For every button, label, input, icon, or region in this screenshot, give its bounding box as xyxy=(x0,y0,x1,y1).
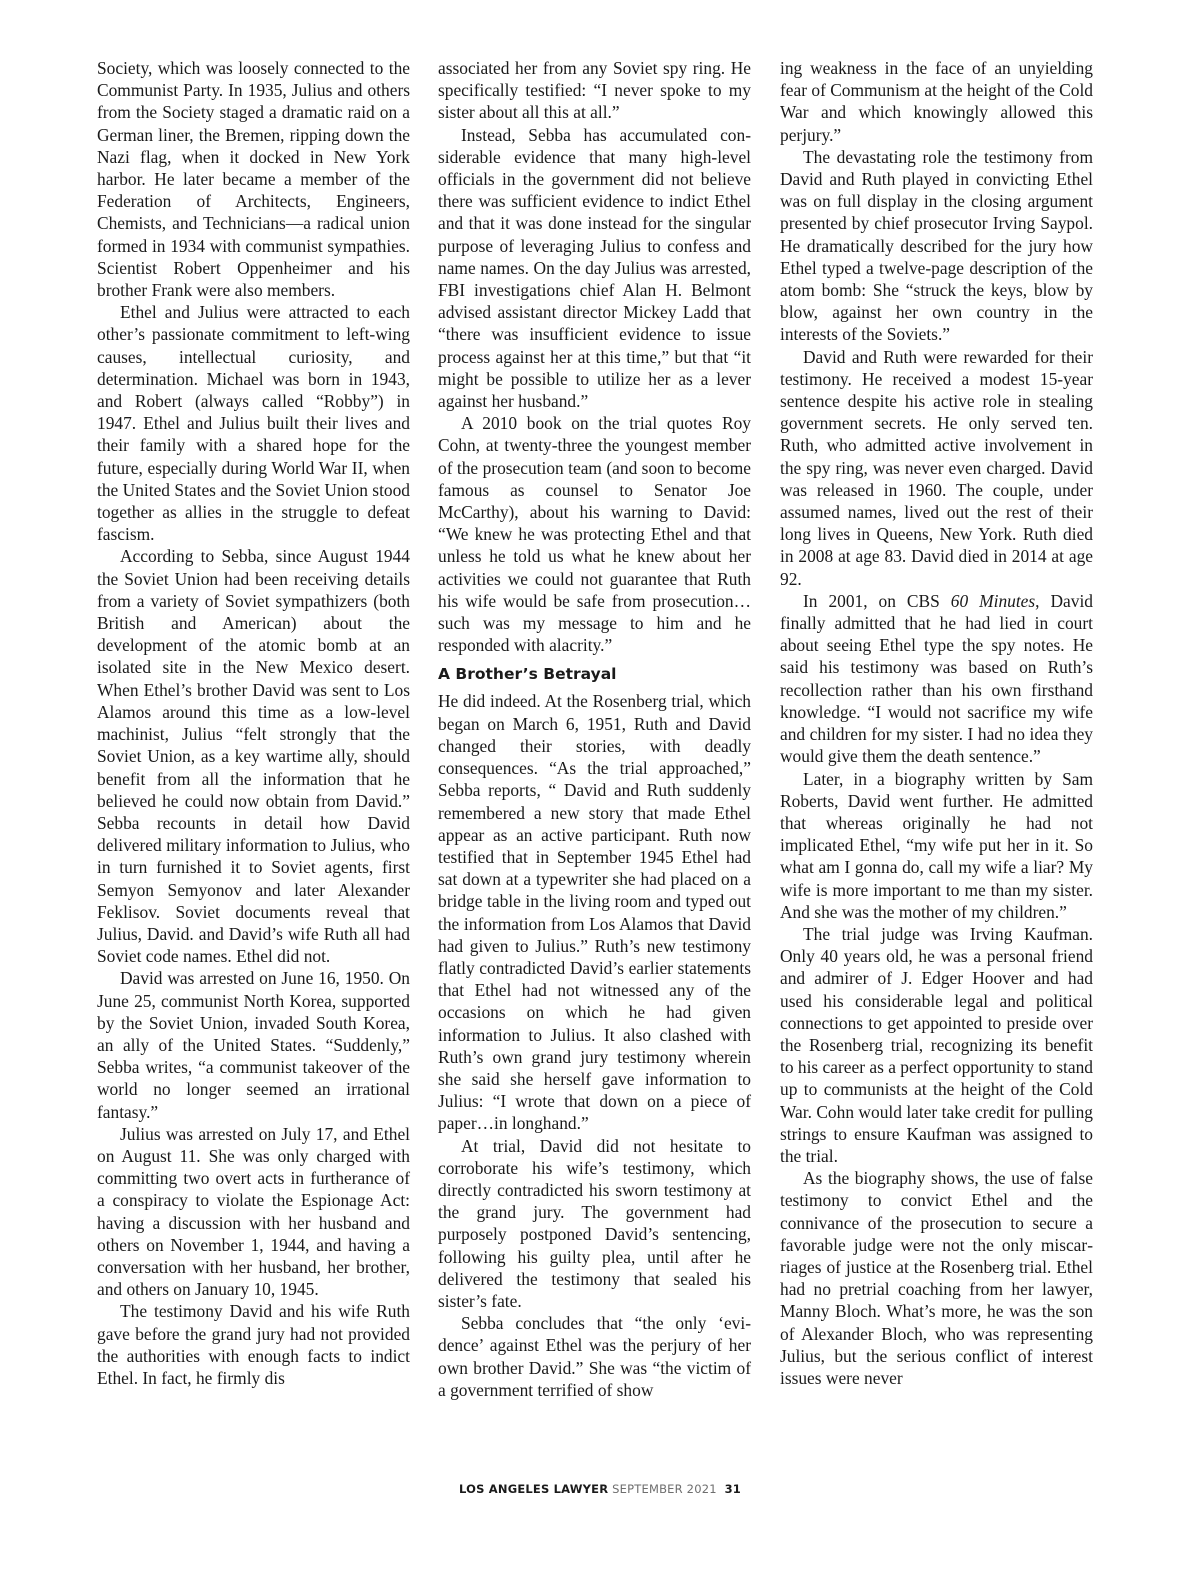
paragraph: At trial, David did not hesitate to corroborate his wife’s testimony, which directly contradicted his sworn testimony at the grand jury. The government had purposely postponed David’s sentencing, following his guilty plea, until after he delivered the testimony that sealed his sister’s fate. xyxy=(438,1135,751,1311)
paragraph: David and Ruth were rewarded for their testimony. He received a modest 15-year sentence despite his active role in stealing government secrets. He only served ten. Ruth, who admitted active involvement in the spy ring, was never even charged. David was released in 1960. The couple, under assumed names, lived out the rest of their long lives in Queens, New York. Ruth died in 2008 at age 83. David died in 2014 at age 92. xyxy=(780,346,1093,589)
column-3 xyxy=(780,57,1093,1389)
text-run: , David finally admitted that he had lied in court about seeing Ethel type the spy notes. He said his testimony was based on Ruth’s recollection rather than his own firsthand knowledge. “I would not sacrifice my wife and children for my sister. I had no idea they would give them the death sentence.” xyxy=(780,590,1093,767)
paragraph: The testimony David and his wife Ruth gave before the grand jury had not provided the authorities with enough facts to indict Ethel. In fact, he firmly dis xyxy=(97,1301,410,1388)
paragraph: Julius was arrested on July 17, and Ethel on August 11. She was only charged with committing two overt acts in furtherance of a conspiracy to violate the Espionage Act: having a discussion with her husband and others on November 1, 1944, and having a conversation with her husband, her brother, and others on January 10, 1945. xyxy=(97,1123,410,1300)
column-1 xyxy=(97,57,410,1389)
publication-name: LOS ANGELES LAWYER xyxy=(458,1482,609,1496)
show-title: 60 Minutes xyxy=(950,590,1036,611)
paragraph: Society, which was loosely connected to the Communist Party. In 1935, Julius and others from the Society staged a dramatic raid on a German liner, the Bremen, ripping down the Nazi flag, when it docked in New York harbor. He later became a member of the Federation of Architects, Engineers, Chemists, and Technicians—a radical union formed in 1934 with communist sympathies. Scientist Robert Oppenheimer and his brother Frank were also members. xyxy=(97,58,410,301)
text-run: In 2001, on CBS xyxy=(803,590,951,611)
paragraph: associated her from any Soviet spy ring. He specifically testified: “I never spoke to my sister about all this at all.” xyxy=(438,58,751,123)
paragraph: According to Sebba, since August 1944 the Soviet Union had been receiving details from a variety of Soviet sympathizers (both British and American) about the development of the atomic bomb at an isolated site in the New Mexico desert. When Ethel’s brother David was sent to Los Alamos around this time as a low-level machinist, Julius “felt strongly that the Soviet Union, as a key wartime ally, should benefit from all the information that he believed he could now obtain from David.” Sebba recounts in detail how David delivered military information to Julius, who in turn furnished it to Soviet agents, first Semyon Semyonov and later Alexander Feklisov. Soviet documents reveal that Julius, David. and David’s wife Ruth all had Soviet code names. Ethel did not. xyxy=(97,546,410,967)
paragraph: Instead, Sebba has accumulated considerable evidence that many high-level officials in the government did not believe there was sufficient evidence to indict Ethel and that it was done instead for the singular purpose of leveraging Julius to confess and name names. On the day Julius was arrested, FBI investigations chief Alan H. Belmont advised assistant director Mickey Ladd that “there was insufficient evidence to issue process against her at this time,” but that “it might be possible to utilize her as a lever against her husband.” xyxy=(438,124,751,412)
page-number: 31 xyxy=(724,1482,742,1496)
paragraph: David was arrested on June 16, 1950. On June 25, communist North Korea, supported by the Soviet Union, invaded South Korea, an ally of the United States. “Suddenly,” Sebba writes, “a communist takeover of the world no longer seemed an irrational fantasy.” xyxy=(97,968,410,1122)
paragraph: Ethel and Julius were attracted to each other’s passionate commitment to left-wing causes, intellectual curiosity, and determination. Michael was born in 1943, and Robert (always called “Robby”) in 1947. Ethel and Julius built their lives and their family with a shared hope for the future, especially during World War II, when the United States and the Soviet Union stood together as allies in the struggle to defeat fascism. xyxy=(97,302,410,545)
section-heading: A Brother’s Betrayal xyxy=(438,665,617,684)
paragraph: As the biography shows, the use of false testimony to convict Ethel and the connivance of the prosecution to secure a favorable judge were not the only miscarriages of justice at the Rosenberg trial. Ethel had no pretrial coaching from her lawyer, Manny Bloch. What’s more, he was the son of Alexander Bloch, who was representing Julius, but the serious conflict of interest issues were never xyxy=(780,1168,1093,1388)
page-footer xyxy=(0,1482,1200,1496)
paragraph-cbs xyxy=(780,590,1093,768)
paragraph: He did indeed. At the Rosenberg trial, which began on March 6, 1951, Ruth and David changed their stories, with deadly consequences. “As the trial approached,” Sebba reports, “ David and Ruth suddenly remembered a new story that made Ethel appear as an active participant. Ruth now testified that in September 1945 Ethel had sat down at a typewriter she had placed on a bridge table in the living room and typed out the information from Los Alamos that David had given to Julius.” Ruth’s new testimony flatly contradicted David’s earlier statements that Ethel had not witnessed any of the occasions on which he had given information to Julius. It also clashed with Ruth’s own grand jury testimony wherein she said she herself gave information to Julius: “I wrote that down on a piece of paper…in longhand.” xyxy=(438,691,751,1134)
paragraph: Sebba concludes that “the only ‘evidence’ against Ethel was the perjury of her own brother David.” She was “the victim of a government terrified of show xyxy=(438,1313,751,1400)
paragraph: ing weakness in the face of an unyielding fear of Communism at the height of the Cold War and which knowingly allowed this perjury.” xyxy=(780,58,1093,145)
paragraph: Later, in a biography written by Sam Roberts, David went further. He admitted that whereas originally he had not implicated Ethel, “my wife put her in it. So what am I gonna do, call my wife a liar? My wife is more important to me than my sister. And she was the mother of my children.” xyxy=(780,768,1093,922)
issue-date: SEPTEMBER 2021 xyxy=(612,1482,717,1496)
column-2 xyxy=(438,57,751,1401)
paragraph: The trial judge was Irving Kaufman. Only 40 years old, he was a personal friend and admirer of J. Edger Hoover and had used his considerable legal and political connections to get appointed to preside over the Rosenberg trial, recognizing its benefit to his career as a perfect opportunity to stand up to communists at the height of the Cold War. Cohn would later take credit for pulling strings to ensure Kaufman was assigned to the trial. xyxy=(780,923,1093,1166)
paragraph: The devastating role the testimony from David and Ruth played in convicting Ethel was on full display in the closing argument presented by chief prosecutor Irving Saypol. He dramatically described for the jury how Ethel typed a twelve-page description of the atom bomb: She “struck the keys, blow by blow, against her own country in the interests of the Soviets.” xyxy=(780,146,1093,345)
paragraph: A 2010 book on the trial quotes Roy Cohn, at twenty-three the youngest member of the prosecution team (and soon to become famous as counsel to Senator Joe McCarthy), about his warning to David: “We knew he was protecting Ethel and that unless he told us what he knew about her activities we could not guarantee that Ruth his wife would be safe from prosecution…such was my message to him and he responded with alacrity.” xyxy=(438,413,751,656)
